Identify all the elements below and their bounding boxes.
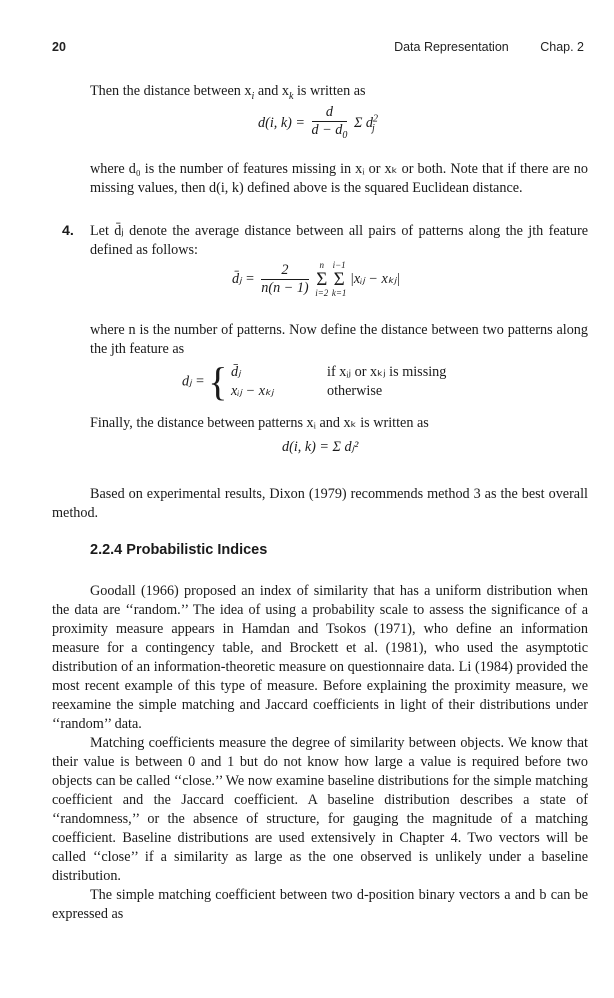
eq2-rhs: |xᵢⱼ − xₖⱼ|: [349, 270, 401, 287]
eq3-case2-cond: otherwise: [327, 383, 383, 399]
eq2-denominator: n(n − 1): [261, 280, 309, 296]
dixon-paragraph: Based on experimental results, Dixon (1979) recommends method 3 as the best overall method.: [52, 486, 588, 521]
chapter-label: Chap. 2: [540, 40, 584, 54]
intro-line: [90, 82, 614, 106]
eq3-brace: {: [208, 359, 228, 404]
eq1-denominator: [312, 122, 348, 144]
eq2-numerator: 2: [261, 262, 308, 280]
eq3-case2-value: xᵢⱼ − xₖⱼ: [231, 383, 274, 399]
eq3-cases: [231, 363, 446, 401]
where-d0-paragraph: where d₀ is the number of features missing in xᵢ or xₖ or both. Note that if there are no missing values, then d(i, k) defined above is the squared Euclidean distance.: [90, 161, 588, 196]
running-title: Data Representation: [394, 40, 509, 54]
eq2-sum1-top: n: [319, 260, 324, 270]
eq1-den-text: d − d: [311, 122, 343, 138]
equation-4: d(i, k) = Σ dⱼ²: [282, 439, 359, 455]
eq3-case-2: [231, 382, 446, 401]
paragraph-simple-matching: The simple matching coefficient between two d-position binary vectors a and b can be expressed as: [52, 887, 588, 922]
item-4-number: 4.: [62, 223, 74, 239]
finally-paragraph: Finally, the distance between patterns xᵢ and xₖ is written as: [90, 415, 429, 431]
eq3-case-1: [231, 363, 446, 382]
eq2-lhs: d̄ⱼ =: [232, 270, 255, 287]
eq1-fraction: [312, 104, 348, 144]
running-header: [366, 38, 584, 57]
paragraph-goodall: Goodall (1966) proposed an index of similarity that has a uniform distribution when the data are ‘‘random.’’ The idea of using a probability scale to assess the significance of a proximity measure appears in Hamdan and Tsokos (1971), who define an information measure for a contingency table, and Brockett et al. (1981), who used the asymptotic distribution of an information-theoretic measure on questionnaire data. Li (1984) provided the most recent example of this type of measure. Before explaining the proximity measure, we reexamine the simple matching and Jaccard coefficients in light of their distributions under ‘‘random’’ data.: [52, 583, 588, 732]
eq3-case1-value: d̄ⱼ: [231, 364, 241, 380]
intro-and: and x: [254, 83, 289, 99]
eq1-rhs: Σ d: [353, 115, 374, 132]
intro-tail: is written as: [293, 83, 366, 99]
eq2-sum-1: n Σ i=2: [315, 260, 329, 298]
page-number: 20: [52, 40, 66, 54]
equation-2: [232, 260, 400, 299]
eq2-sum-2: i−1 Σ k=1: [331, 260, 347, 298]
equation-3: [182, 359, 447, 404]
eq3-case1-cond: if xᵢⱼ or xₖⱼ is missing: [327, 364, 447, 380]
paragraph-matching: Matching coefficients measure the degree of similarity between objects. We know that their value is between 0 and 1 but do not know how large a value is required before two objects can be called ‘‘close.’’ We now examine baseline distributions for the simple matching coefficient and the Jaccard coefficient. A baseline distribution describes a state of ‘‘randomness,’’ or the absence of structure, for gauging the magnitude of a matching coefficient. Baseline distributions are used extensively in Chapter 4. Two vectors will be called ‘‘close’’ if a similarity as large as the one observed is unlikely under a baseline distribution.: [52, 735, 588, 884]
eq2-sum2-top: i−1: [332, 260, 346, 270]
eq3-lhs: dⱼ =: [182, 373, 205, 390]
equation-1: d(i, k) = $\frac{d}{d - d_0}$ Σ $d^2_j$: [258, 104, 375, 144]
intro-sub-k: k: [288, 90, 294, 102]
item-4-text: Let d̄ⱼ denote the average distance between all pairs of patterns along the jth feature defined as follows:: [90, 223, 588, 258]
intro-text: Then the distance between x: [90, 83, 252, 99]
eq1-numerator: d: [312, 104, 348, 122]
eq2-fraction: [261, 262, 308, 297]
eq2-sum1-bot: i=2: [315, 288, 329, 298]
where-n-paragraph: where n is the number of patterns. Now define the distance between two patterns along the jth feature as: [90, 322, 588, 357]
intro-sub-i: i: [251, 90, 255, 102]
eq1-lhs: d(i, k) =: [258, 115, 305, 132]
eq1-den-sub: 0: [342, 129, 348, 141]
eq2-sum2-bot: k=1: [331, 288, 347, 298]
section-title: 2.2.4 Probabilistic Indices: [90, 542, 268, 558]
